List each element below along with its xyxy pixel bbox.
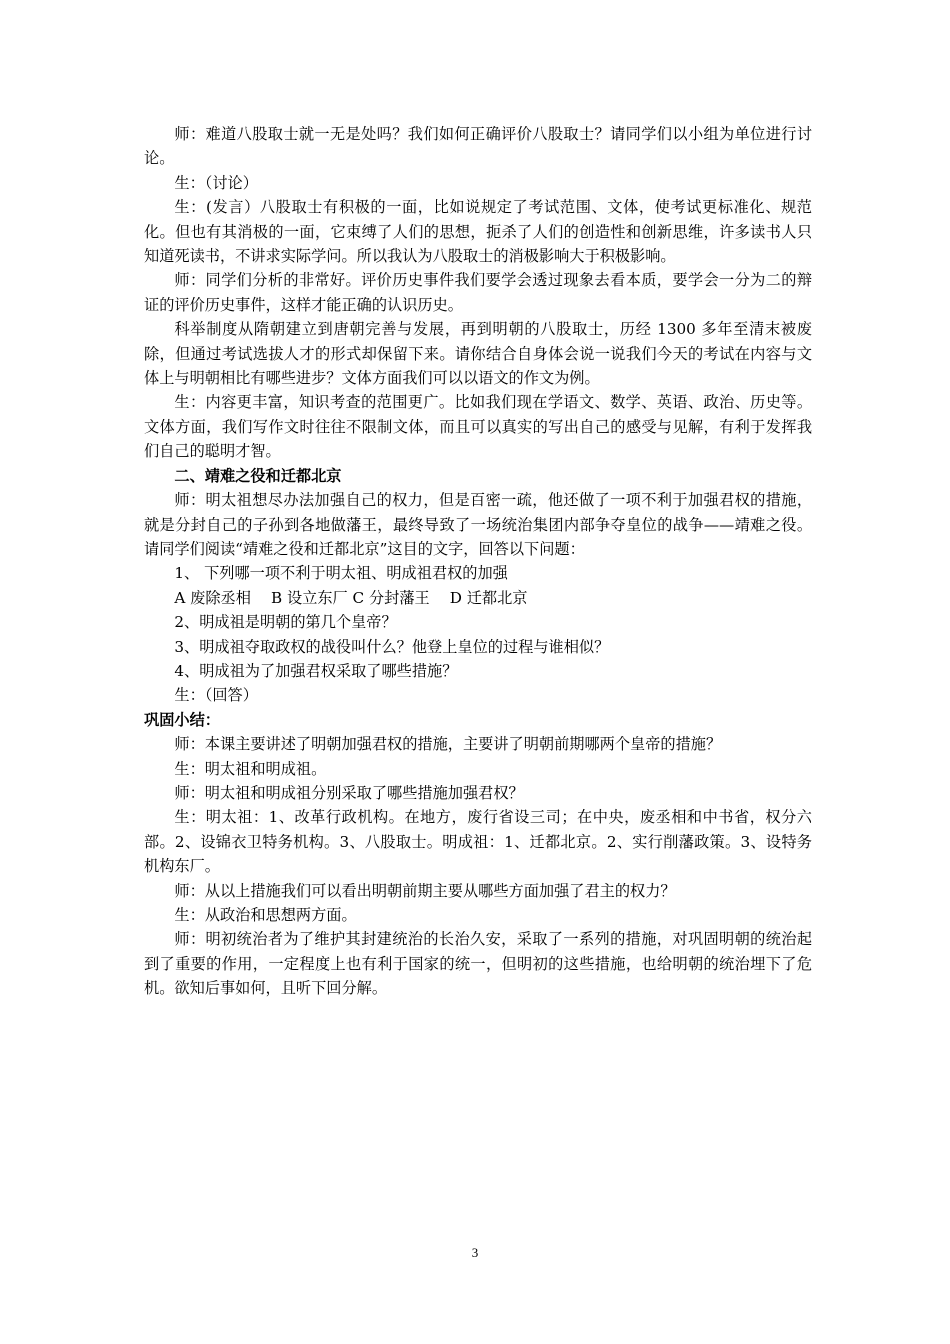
closing-paragraph: 师：明初统治者为了维护其封建统治的长治久安，采取了一系列的措施，对巩固明朝的统治起到了重要的作用，一定程度上也有利于国家的统一，但明初的这些措施，也给明朝的统治埋下了危机。欲知后事如何，且听下回分解。 <box>144 930 812 998</box>
student-answer-line: 生：（回答） <box>174 686 258 705</box>
section-heading-jingnan: 二、靖难之役和迁都北京 <box>174 466 342 485</box>
exam-system-paragraph: 科举制度从隋朝建立到唐朝完善与发展，再到明朝的八股取士，历经 1300 多年至清末被废除，但通过考试选拔人才的形式却保留下来。请你结合自身体会说一说我们今天的考试在内容与文体上与明朝相比有哪些进步？文体方面我们可以以语文的作文为例。 <box>144 320 812 388</box>
teacher-intro-paragraph: 师：明太祖想尽办法加强自己的权力，但是百密一疏，他还做了一项不利于加强君权的措施，就是分封自己的子孙到各地做藩王，最终导致了一场统治集团内部争夺皇位的战争——靖难之役。请同学们阅读“靖难之役和迁都北京”这目的文字，回答以下问题： <box>144 491 812 558</box>
summary-student-2: 生：明太祖：1、改革行政机构。在地方，废行省设三司；在中央，废丞相和中书省，权分六部。2、设锦衣卫特务机构。3、八股取士。明成祖：1、迁都北京。2、实行削藩政策。3、设特务机构东厂。 <box>144 808 812 876</box>
question-2: 2、明成祖是明朝的第几个皇帝？ <box>174 613 397 632</box>
question-1-options: A 废除丞相 B 设立东厂 C 分封藩王 D 迁都北京 <box>174 588 528 607</box>
student-speech-paragraph: 生：(发言）八股取士有积极的一面，比如说规定了考试范围、文体，使考试更标准化、规范化。但也有其消极的一面，它束缚了人们的思想，扼杀了人们的创造性和创新思维，许多读书人只知道死读书，不讲求实际学问。所以我认为八股取士的消极影响大于积极影响。 <box>144 198 812 266</box>
summary-heading: 巩固小结： <box>144 710 220 729</box>
teacher-comment-paragraph: 师：同学们分析的非常好。评价历史事件我们要学会透过现象去看本质，要学会一分为二的辩证的评价历史事件，这样才能正确的认识历史。 <box>144 271 812 314</box>
question-1: 1、 下列哪一项不利于明太祖、明成祖君权的加强 <box>174 564 508 583</box>
summary-teacher-2: 师：明太祖和明成祖分别采取了哪些措施加强君权？ <box>174 783 524 802</box>
question-3: 3、明成祖夺取政权的战役叫什么？他登上皇位的过程与谁相似？ <box>174 637 610 656</box>
summary-teacher-1: 师：本课主要讲述了明朝加强君权的措施，主要讲了明朝前期哪两个皇帝的措施？ <box>174 735 722 754</box>
teacher-question-paragraph: 师：难道八股取士就一无是处吗？我们如何正确评价八股取士？请同学们以小组为单位进行讨论。 <box>144 125 812 168</box>
question-4: 4、明成祖为了加强君权采取了哪些措施？ <box>174 661 458 680</box>
summary-student-1: 生：明太祖和明成祖。 <box>174 759 327 778</box>
summary-student-3: 生：从政治和思想两方面。 <box>174 906 357 924</box>
summary-teacher-3: 师：从以上措施我们可以看出明朝前期主要从哪些方面加强了君主的权力？ <box>174 881 676 900</box>
page-number: 3 <box>471 1245 479 1260</box>
student-discuss-line: 生：（讨论） <box>174 173 258 192</box>
student-answer-paragraph: 生：内容更丰富，知识考查的范围更广。比如我们现在学语文、数学、英语、政治、历史等。文体方面，我们写作文时往往不限制文体，而且可以真实的写出自己的感受与见解，有利于发挥我们自己的聪明才智。 <box>144 393 812 461</box>
document-body <box>144 122 812 1001</box>
